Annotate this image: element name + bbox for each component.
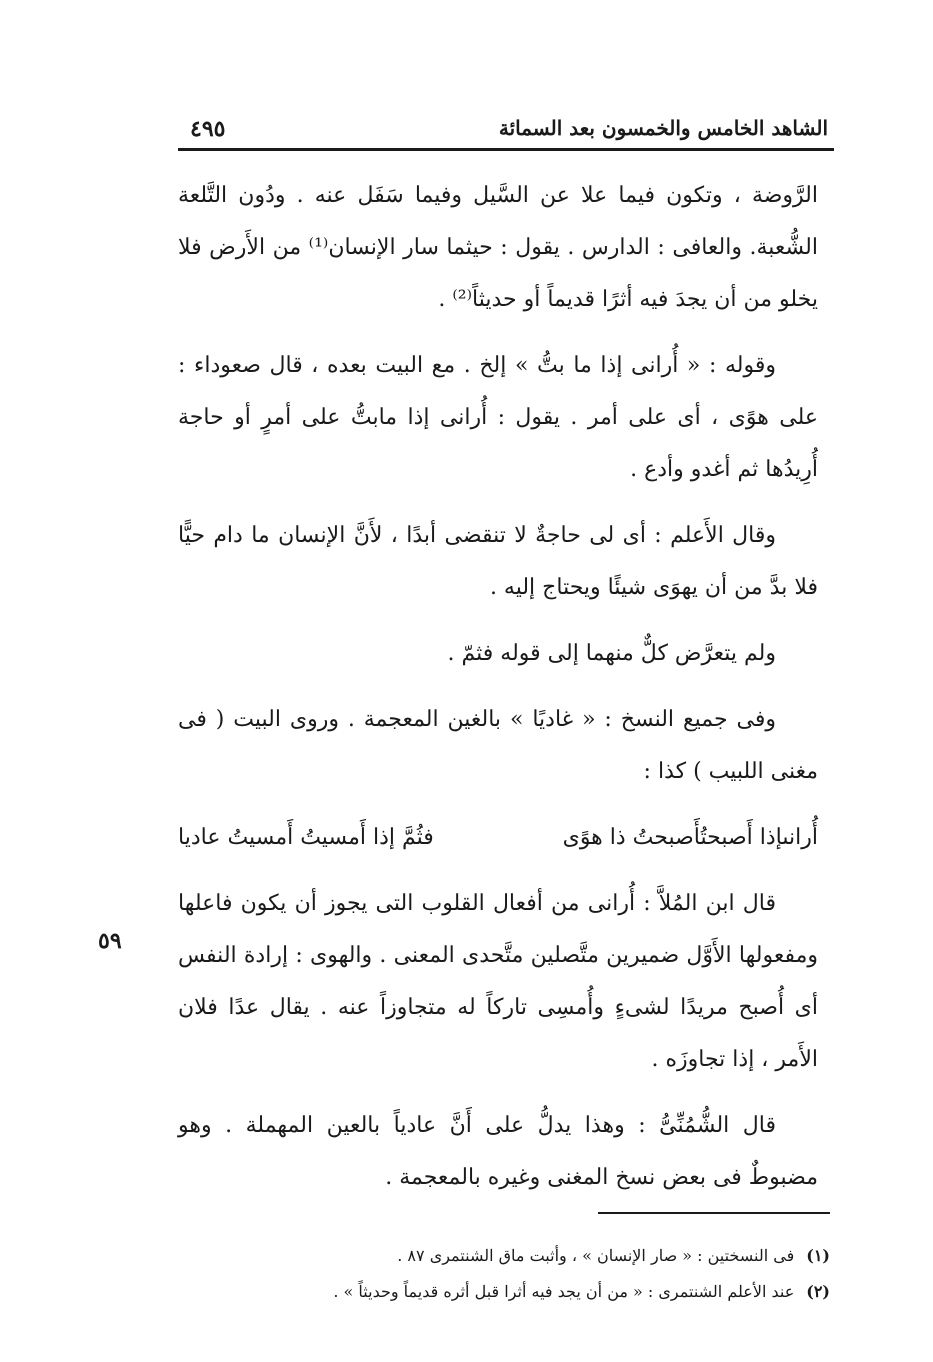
margin-number: ٥٩ <box>98 928 122 954</box>
verse-hemistich-2: فثُمَّ إذا أَمسيتُ أَمسيتُ عاديا <box>178 825 434 850</box>
page-number: ٤٩٥ <box>190 116 226 142</box>
footnote-text: فى النسختين : « صار الإنسان » ، وأثبت ماق الشنتمرى ٨٧ . <box>397 1246 795 1265</box>
main-text <box>178 170 818 1218</box>
paragraph-4: ولم يتعرَّض كلٌّ منهما إلى قوله فثمّ . <box>447 641 776 666</box>
paragraph-6: قال ابن المُلاَّ : أُرانى من أفعال القلوب التى يجوز أن يكون فاعلها ومفعولها الأَوَّل ضميرين متَّصلين متَّحدى المعنى . والهوى : إرادة النفس أى أُصبح مريدًا لشىءٍ وأُمسِى تاركاً له متجاوزاً عنه . يقال عدًا فلان الأَمر ، إذا تجاوزَه . <box>178 891 818 1072</box>
footnote-text: عند الأعلم الشنتمرى : « من أن يجد فيه أثرا قبل أثره قديماً وحديثاً » . <box>333 1282 795 1301</box>
paragraph-7: قال الشُّمُنِّىُّ : وهذا يدلُّ على أَنَّ عادياً بالعين المهملة . وهو مضبوطٌ فى بعض نسخ المغنى وغيره بالمعجمة . <box>178 1113 818 1190</box>
verse-hemistich-1: أُرانىإذا أَصبحتُأَصبحتُ ذا هوًى <box>562 825 818 850</box>
footnote-1 <box>250 1238 830 1274</box>
footnote-number: (١) <box>806 1246 830 1265</box>
footnote-2 <box>250 1274 830 1310</box>
paragraph-2: وقوله : « أُرانى إذا ما بتُّ » إلخ . مع البيت بعده ، قال صعوداء : على هوًى ، أى على أمر . يقول : أُرانى إذا مابتُّ على أمرٍ أو حاجة أُرِيدُها ثم أغدو وأدع . <box>178 353 818 482</box>
footnotes <box>250 1238 830 1310</box>
footnote-number: (٢) <box>806 1282 830 1301</box>
footnote-rule <box>598 1212 830 1214</box>
poem-verse <box>178 812 818 864</box>
paragraph-1: الرَّوضة ، وتكون فيما علا عن السَّيل وفيما سَفَل عنه . ودُون التَّلعة الشُّعبة. والعافى : الدارس . يقول : حيثما سار الإنسان⁽¹⁾ من الأَرض فلا يخلو من أن يجدَ فيه أثرًا قديماً أو حديثاً⁽²⁾ . <box>178 183 818 312</box>
paragraph-5: وفى جميع النسخ : « غاديًا » بالغين المعجمة . وروى البيت ( فى مغنى اللبيب ) كذا : <box>178 707 818 784</box>
running-header <box>178 112 828 148</box>
header-rule <box>178 148 834 151</box>
header-title: الشاهد الخامس والخمسون بعد السمائة <box>498 116 828 140</box>
paragraph-3: وقال الأَعلم : أى لى حاجةٌ لا تنقضى أبدًا ، لأَنَّ الإنسان ما دام حيًّا فلا بدَّ من أن يهوَى شيئًا ويحتاج إليه . <box>178 523 818 600</box>
